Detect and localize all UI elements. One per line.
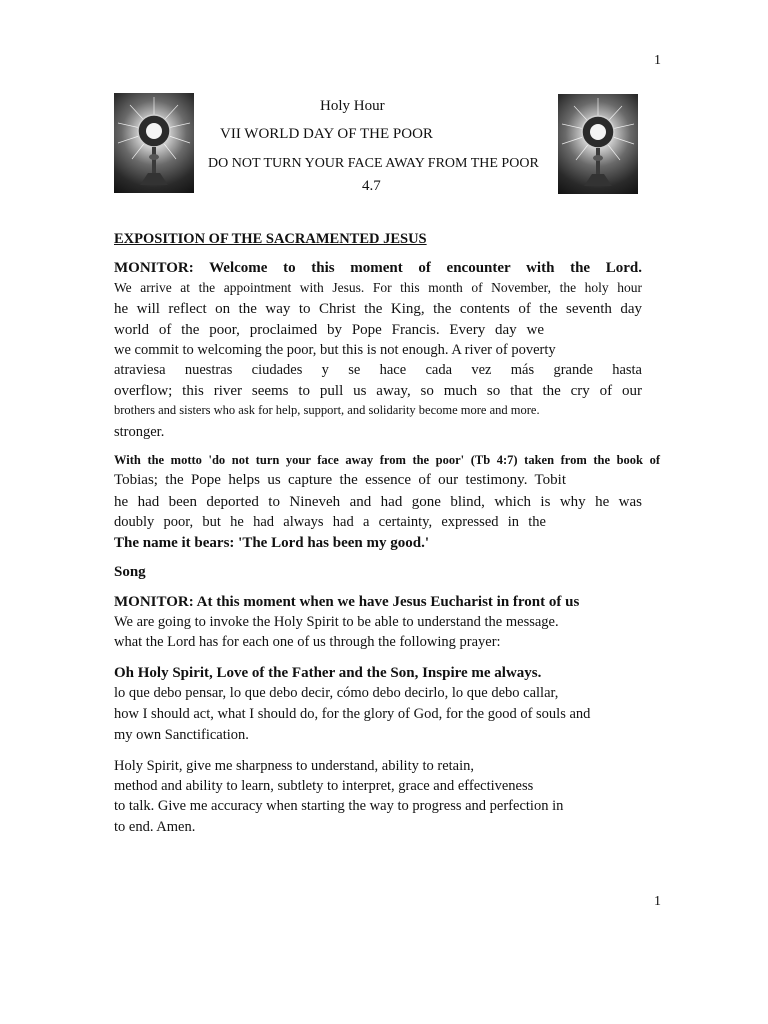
page-title: Holy Hour [320,98,385,114]
monitor-invocation: MONITOR: At this moment when we have Jesus Eucharist in front of us [114,594,580,610]
paragraph-line: We are going to invoke the Holy Spirit to be able to understand the message. [114,614,559,630]
paragraph-line: to end. Amen. [114,819,196,835]
paragraph-line: how I should act, what I should do, for the glory of God, for the good of souls and [114,706,591,722]
page-number-top: 1 [654,53,661,68]
section-heading: EXPOSITION OF THE SACRAMENTED JESUS [114,231,427,247]
paragraph-line: method and ability to learn, subtlety to interpret, grace and effectiveness [114,778,534,794]
paragraph-line: We arrive at the appointment with Jesus. For this month of November, the holy hour [114,280,642,295]
monstrance-icon [114,93,194,193]
paragraph-line: to talk. Give me accuracy when starting the way to progress and perfection in [114,798,564,814]
motto: DO NOT TURN YOUR FACE AWAY FROM THE POOR [208,156,539,171]
paragraph-line: lo que debo pensar, lo que debo decir, cómo debo decirlo, lo que debo callar, [114,685,559,701]
motto-reference: 4.7 [362,178,381,194]
song-label: Song [114,564,146,580]
paragraph-line: he had been deported to Nineveh and had gone blind, which is why he was [114,494,642,510]
page-subtitle: VII WORLD DAY OF THE POOR [220,126,433,142]
paragraph-line: he will reflect on the way to Christ the King, the contents of the seventh day [114,301,642,317]
page-number-bottom: 1 [654,894,661,909]
paragraph-line: my own Sanctification. [114,727,249,743]
paragraph-line: Holy Spirit, give me sharpness to understand, ability to retain, [114,758,475,774]
paragraph-line: we commit to welcoming the poor, but this is not enough. A river of poverty [114,342,556,358]
prayer-title: Oh Holy Spirit, Love of the Father and the Son, Inspire me always. [114,665,542,681]
paragraph-line: atraviesa nuestras ciudades y se hace cada vez más grande hasta [114,362,642,378]
motto-paragraph: With the motto 'do not turn your face away from the poor' (Tb 4:7) taken from the book of [114,453,660,467]
paragraph-line: stronger. [114,424,165,440]
paragraph-line: world of the poor, proclaimed by Pope Francis. Every day we [114,322,544,338]
paragraph-line: what the Lord has for each one of us through the following prayer: [114,634,501,650]
paragraph-line: brothers and sisters who ask for help, support, and solidarity become more and more. [114,403,540,417]
paragraph-line: Tobias; the Pope helps us capture the essence of our testimony. Tobit [114,472,566,488]
paragraph-line: overflow; this river seems to pull us away, so much so that the cry of our [114,383,642,399]
monstrance-icon [558,94,638,194]
paragraph-line: The name it bears: 'The Lord has been my good.' [114,535,430,551]
monitor-intro: MONITOR: Welcome to this moment of encounter with the Lord. [114,260,642,276]
paragraph-line: doubly poor, but he had always had a certainty, expressed in the [114,514,546,530]
